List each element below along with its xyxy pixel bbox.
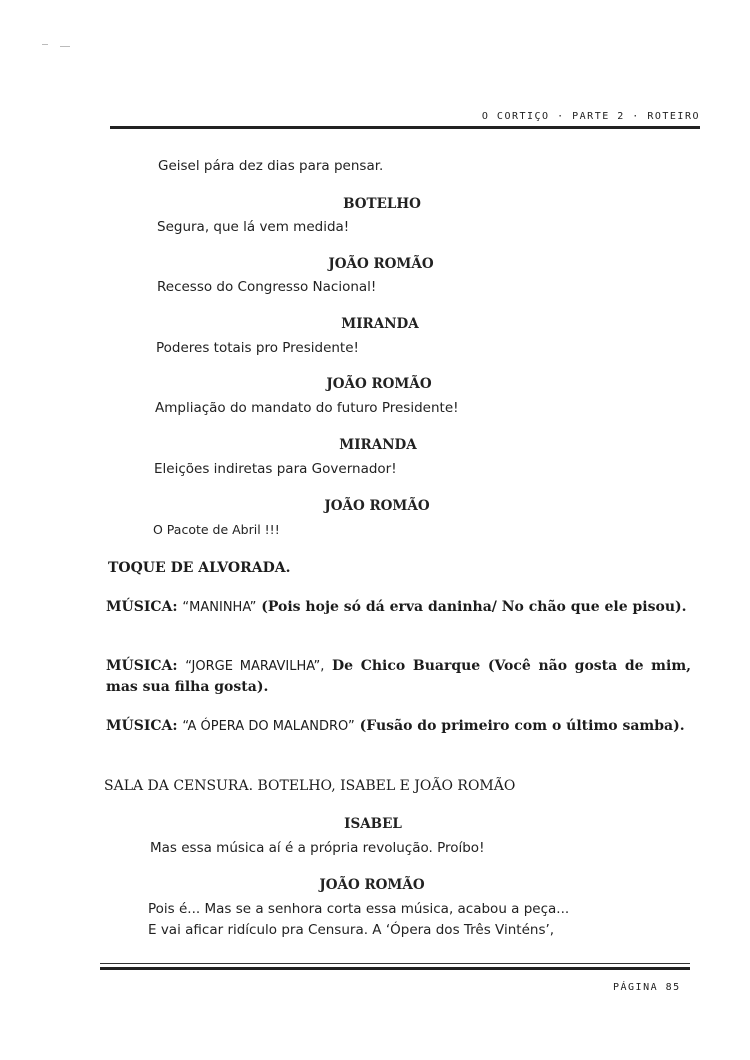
dialog-line: Pois é... Mas se a senhora corta essa música, acabou a peça... (148, 901, 570, 917)
music-label: MÚSICA: (106, 718, 178, 734)
speaker-name: JOÃO ROMÃO (326, 376, 432, 392)
dialog-line: E vai aficar ridículo pra Censura. A ‘Ópera dos Três Vinténs’, (148, 922, 555, 938)
speaker-name: JOÃO ROMÃO (324, 498, 430, 514)
footer-rule (100, 967, 690, 970)
speaker-name: ISABEL (344, 816, 402, 832)
dialog-line: Recesso do Congresso Nacional! (157, 279, 377, 295)
scan-speck (42, 44, 48, 45)
running-header: O CORTIÇO · PARTE 2 · ROTEIRO (481, 111, 700, 122)
dialog-line: Mas essa música aí é a própria revolução. Proíbo! (150, 840, 485, 856)
music-note: De Chico Buarque (Você não gosta de mim, mas sua filha gosta). (106, 658, 692, 695)
dialog-line: O Pacote de Abril !!! (153, 522, 280, 537)
music-cue (106, 656, 691, 698)
speaker-name: MIRANDA (341, 316, 419, 332)
speaker-name: JOÃO ROMÃO (328, 256, 434, 272)
dialog-line: Segura, que lá vem medida! (157, 219, 350, 235)
header-rule (110, 126, 700, 129)
music-cue (106, 716, 691, 737)
footer-rule-top (100, 963, 690, 964)
speaker-name: JOÃO ROMÃO (319, 877, 425, 893)
music-note: (Fusão do primeiro com o último samba). (359, 718, 685, 734)
page-number: PÁGINA 85 (613, 982, 681, 993)
music-note: (Pois hoje só dá erva daninha/ No chão que ele pisou). (261, 599, 687, 615)
speaker-name: MIRANDA (339, 437, 417, 453)
dialog-line: Geisel pára dez dias para pensar. (158, 158, 384, 174)
scan-speck (60, 46, 70, 47)
music-cue (106, 597, 691, 618)
dialog-line: Poderes totais pro Presidente! (156, 340, 359, 356)
music-title: “A ÓPERA DO MALANDRO” (182, 719, 355, 734)
stage-direction: TOQUE DE ALVORADA. (108, 560, 291, 576)
speaker-name: BOTELHO (343, 196, 421, 212)
music-title: “MANINHA” (182, 600, 257, 615)
music-label: MÚSICA: (106, 599, 178, 615)
dialog-line: Ampliação do mandato do futuro Presidente! (155, 400, 459, 416)
music-title: “JORGE MARAVILHA”, (185, 659, 325, 674)
scene-heading: SALA DA CENSURA. BOTELHO, ISABEL E JOÃO ROMÃO (104, 778, 516, 794)
music-label: MÚSICA: (106, 658, 178, 674)
dialog-line: Eleições indiretas para Governador! (154, 461, 397, 477)
